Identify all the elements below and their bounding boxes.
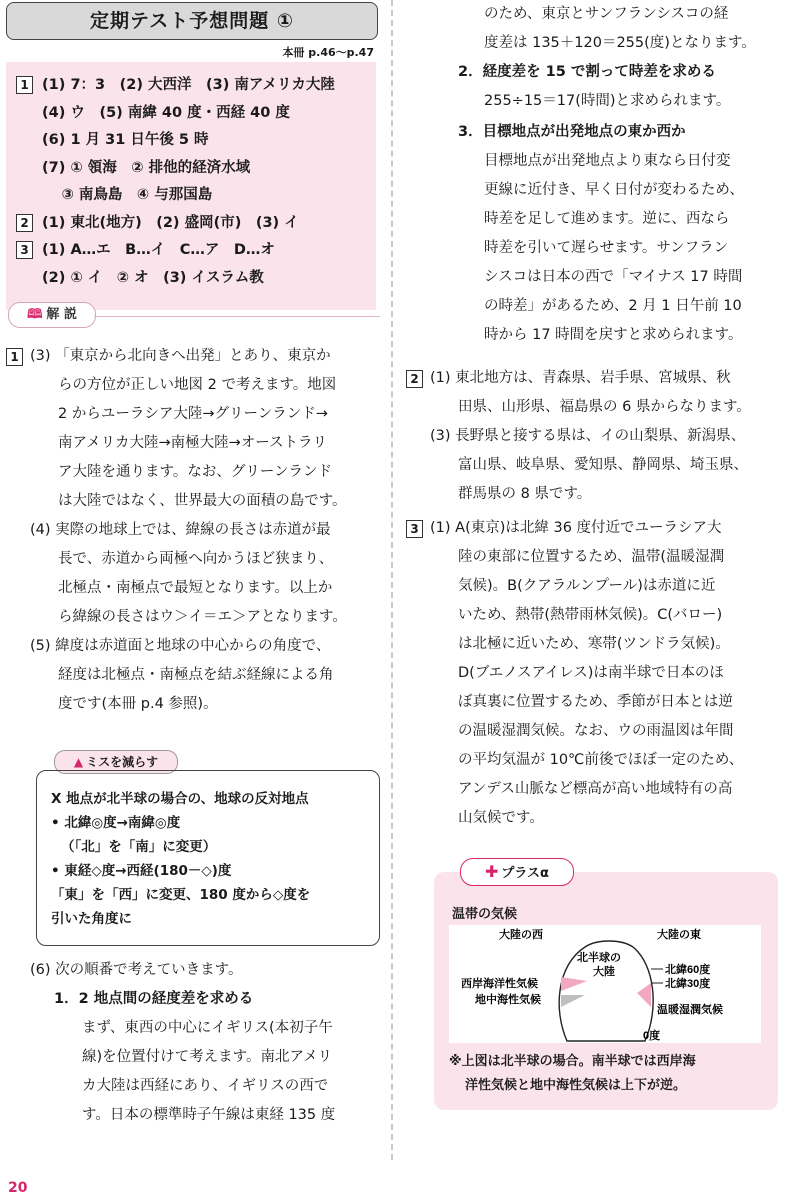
q6-line: 線)を位置付けて考えます。南北アメリ: [82, 1049, 333, 1065]
step2-heading: 2．経度差を 15 で割って時差を求める: [458, 64, 716, 80]
explanation-line: [6, 342, 380, 371]
explanation-text: ぼ真裏に位置するため、季節が日本とは逆: [458, 694, 733, 710]
explanation-line: [406, 601, 780, 630]
question-number: 1: [6, 348, 23, 366]
explanation-line: [406, 514, 780, 543]
explanation-text: 度です(本冊 p.4 参照)。: [58, 696, 218, 712]
explanation-line: [406, 393, 780, 422]
step3-line: の時差」があるため、2 月 1 日午前 10: [484, 298, 742, 314]
explanation-text: ア大陸を通ります。なお、グリーンランド: [58, 464, 333, 480]
q3-explanation: [406, 514, 780, 833]
center-label: 北半球の: [577, 952, 621, 964]
explanation-line: [406, 543, 780, 572]
q6-line: カ大陸は西経にあり、イギリスの西で: [82, 1078, 329, 1094]
explanation-text: 長で、赤道から両極へ向かうほど狭まり、: [58, 551, 334, 567]
question-number: 2: [406, 370, 423, 388]
step2-text: 255÷15＝17(時間)と求められます。: [484, 93, 731, 109]
lat30-label: 北緯30度: [665, 978, 711, 990]
miss-line: 引いた角度に: [51, 911, 132, 927]
explanation-text: (1) A(東京)は北緯 36 度付近でユーラシア大: [430, 520, 722, 536]
center-label-2: 大陸: [593, 966, 615, 978]
mediterranean-label: 地中海性気候: [475, 994, 541, 1006]
miss-line: • 東経◇度→西経(180－◇)度: [51, 863, 232, 879]
answer-row: [16, 265, 366, 293]
explanation-line: [406, 746, 780, 775]
explanation-text: (4) 実際の地球上では、緯線の長さは赤道が最: [30, 522, 331, 538]
explanation-line: [6, 429, 380, 458]
explanation-text: (5) 緯度は赤道面と地球の中心からの角度で、: [30, 638, 331, 654]
explanation-text: 群馬県の 8 県です。: [458, 486, 592, 502]
q6-step1-text: [6, 1014, 380, 1130]
column-divider: [391, 0, 393, 1160]
step3-line: 更線に近付き、早く日付が変わるため、: [484, 182, 744, 198]
miss-box: [36, 770, 380, 946]
explanation-line: [406, 775, 780, 804]
explanation-text: ら緯線の長さはウ＞イ＝エ＞アとなります。: [58, 609, 347, 625]
miss-line: X 地点が北半球の場合の、地球の反対地点: [51, 791, 309, 807]
plus-note: [449, 1050, 769, 1098]
answer-text: (4) ウ (5) 南緯 40 度・西経 40 度: [37, 104, 290, 121]
explanation-text: いため、熱帯(熱帯雨林気候)。C(バロー): [458, 607, 723, 623]
explanation-text: は大陸ではなく、世界最大の面積の島です。: [58, 493, 347, 509]
explanation-line: [406, 422, 780, 451]
explanation-text: (1) 東北地方は、青森県、岩手県、宮城県、秋: [430, 370, 731, 386]
continued-text: [484, 0, 784, 58]
q2-explanation: [406, 364, 780, 509]
plus-title: 温帯の気候: [452, 907, 518, 922]
question-number: 2: [16, 214, 33, 232]
explanation-line: [6, 487, 380, 516]
explanation-line: [406, 364, 780, 393]
question-number: 1: [16, 76, 33, 94]
explanation-line: [406, 804, 780, 833]
explanation-text: 田県、山形県、福島県の 6 県からなります。: [458, 399, 751, 415]
answer-text: ③ 南鳥島 ④ 与那国島: [37, 187, 213, 203]
plus-label: [460, 858, 574, 886]
kaisetsu-label: [8, 302, 96, 328]
explanation-text: 陸の東部に位置するため、温帯(温暖湿潤: [458, 549, 725, 565]
explanation-line: [406, 451, 780, 480]
answers-box: [6, 62, 376, 310]
explanation-text: の平均気温が 10℃前後でほぼ一定のため、: [458, 752, 744, 768]
divider-line: [94, 316, 380, 317]
step3-heading: 3．目標地点が出発地点の東か西か: [458, 124, 686, 140]
explanation-text: (3) 長野県と接する県は、イの山梨県、新潟県、: [430, 428, 746, 444]
explanation-line: [6, 574, 380, 603]
explanation-left: [6, 342, 380, 719]
explanation-text: 富山県、岐阜県、愛知県、静岡県、埼玉県、: [458, 457, 748, 473]
explanation-text: らの方位が正しい地図 2 で考えます。地図: [58, 377, 337, 393]
explanation-line: [6, 690, 380, 719]
explanation-line: [406, 717, 780, 746]
explanation-line: [406, 688, 780, 717]
explanation-text: 南アメリカ大陸→南極大陸→オーストラリ: [58, 435, 328, 451]
plus-label-text: プラスα: [501, 866, 549, 881]
explanation-line: [406, 480, 780, 509]
answer-text: (6) 1 月 31 日午後 5 時: [37, 132, 209, 148]
explanation-text: 2 からユーラシア大陸→グリーンランド→: [58, 406, 328, 422]
climate-diagram-svg: [449, 925, 761, 1043]
page-number: 20: [8, 1180, 28, 1196]
climate-diagram: [449, 925, 761, 1043]
explanation-text: 経度は北極点・南極点を結ぶ経線による角: [58, 667, 334, 683]
step3-line: 時から 17 時間を戻すと求められます。: [484, 327, 743, 343]
continued-line: のため、東京とサンフランシスコの経: [484, 6, 729, 22]
step3-line: シスコは日本の西で「マイナス 17 時間: [484, 269, 743, 285]
continued-line: 度差は 135＋120＝255(度)となります。: [484, 35, 756, 51]
west-label: 大陸の西: [499, 929, 543, 941]
explanation-text: 山気候です。: [458, 810, 544, 826]
plus-note-line-1: ※上図は北半球の場合。南半球では西岸海: [449, 1054, 696, 1069]
answer-text: (2) ① イ ② オ (3) イスラム教: [37, 269, 264, 286]
explanation-line: [6, 400, 380, 429]
page-reference: 本冊 p.46～p.47: [282, 46, 374, 59]
step3-line: 時差を引いて遅らせます。サンフラン: [484, 240, 729, 256]
step3-line: 時差を足して進めます。逆に、西なら: [484, 211, 730, 227]
q6-intro: (6) 次の順番で考えていきます。: [30, 962, 243, 978]
answer-row: [16, 237, 366, 265]
miss-label-text: ミスを減らす: [86, 755, 159, 769]
plus-icon: ✚: [485, 862, 499, 881]
explanation-line: [6, 603, 380, 632]
explanation-line: [6, 661, 380, 690]
east-label: 大陸の東: [657, 929, 701, 941]
answer-text: (7) ① 領海 ② 排他的経済水域: [37, 159, 251, 176]
book-icon: 🕮: [27, 307, 43, 322]
answer-row: [16, 100, 366, 128]
left-column: [6, 0, 380, 1175]
explanation-line: [6, 516, 380, 545]
lat60-label: 北緯60度: [665, 964, 711, 976]
explanation-text: D(ブエノスアイレス)は南半球で日本のほ: [458, 665, 724, 681]
answer-text: (1) 東北(地方) (2) 盛岡(市) (3) イ: [37, 214, 299, 231]
answer-row: [16, 72, 366, 100]
question-number: 3: [16, 241, 33, 259]
q6-section: [6, 956, 380, 1130]
explanation-line: [6, 458, 380, 487]
plus-note-line-2: 洋性気候と地中海性気候は上下が逆。: [465, 1078, 687, 1093]
explanation-line: [6, 545, 380, 574]
humid-subtropical-label: 温暖湿潤気候: [657, 1004, 723, 1016]
q6-line: まず、東西の中心にイギリス(本初子午: [82, 1020, 333, 1036]
explanation-text: は北極に近いため、寒帯(ツンドラ気候)。: [458, 636, 730, 652]
answer-row: [16, 210, 366, 238]
answer-row: [16, 182, 366, 210]
q6-step1: 1．2 地点間の経度差を求める: [54, 991, 254, 1007]
explanation-text: の温暖湿潤気候。なお、ウの雨温図は年間: [458, 723, 734, 739]
miss-line: 「東」を「西」に変更、180 度から◇度を: [51, 887, 311, 903]
explanation-line: [6, 371, 380, 400]
miss-line: （「北」を「南」に変更）: [61, 839, 217, 855]
answer-row: [16, 127, 366, 155]
answer-row: [16, 155, 366, 183]
explanation-line: [406, 630, 780, 659]
explanation-line: [406, 572, 780, 601]
equator-label: 0度: [643, 1030, 661, 1042]
question-number: 3: [406, 520, 423, 538]
explanation-line: [406, 659, 780, 688]
explanation-line: [6, 632, 380, 661]
page-title: 定期テスト予想問題 ①: [6, 2, 378, 40]
explanation-text: 気候)。B(クアラルンプール)は赤道に近: [458, 578, 716, 594]
west-coast-marine-label: 西岸海洋性気候: [461, 978, 538, 990]
step3-line: 目標地点が出発地点より東なら日付変: [484, 153, 731, 169]
answer-text: (1) 7：3 (2) 大西洋 (3) 南アメリカ大陸: [37, 77, 335, 93]
answer-text: (1) A…エ B…イ C…ア D…オ: [37, 242, 275, 258]
miss-line: • 北緯◎度→南緯◎度: [51, 815, 181, 831]
kaisetsu-text: 解 説: [46, 307, 77, 322]
warning-icon: ▲: [73, 755, 84, 769]
explanation-text: (3) 「東京から北向きへ出発」とあり、東京か: [30, 348, 331, 364]
q6-line: す。日本の標準時子午線は東経 135 度: [82, 1107, 336, 1123]
step3-text: [484, 147, 784, 350]
explanation-text: アンデス山脈など標高が高い地域特有の高: [458, 781, 733, 797]
explanation-text: 北極点・南極点で最短となります。以上か: [58, 580, 333, 596]
